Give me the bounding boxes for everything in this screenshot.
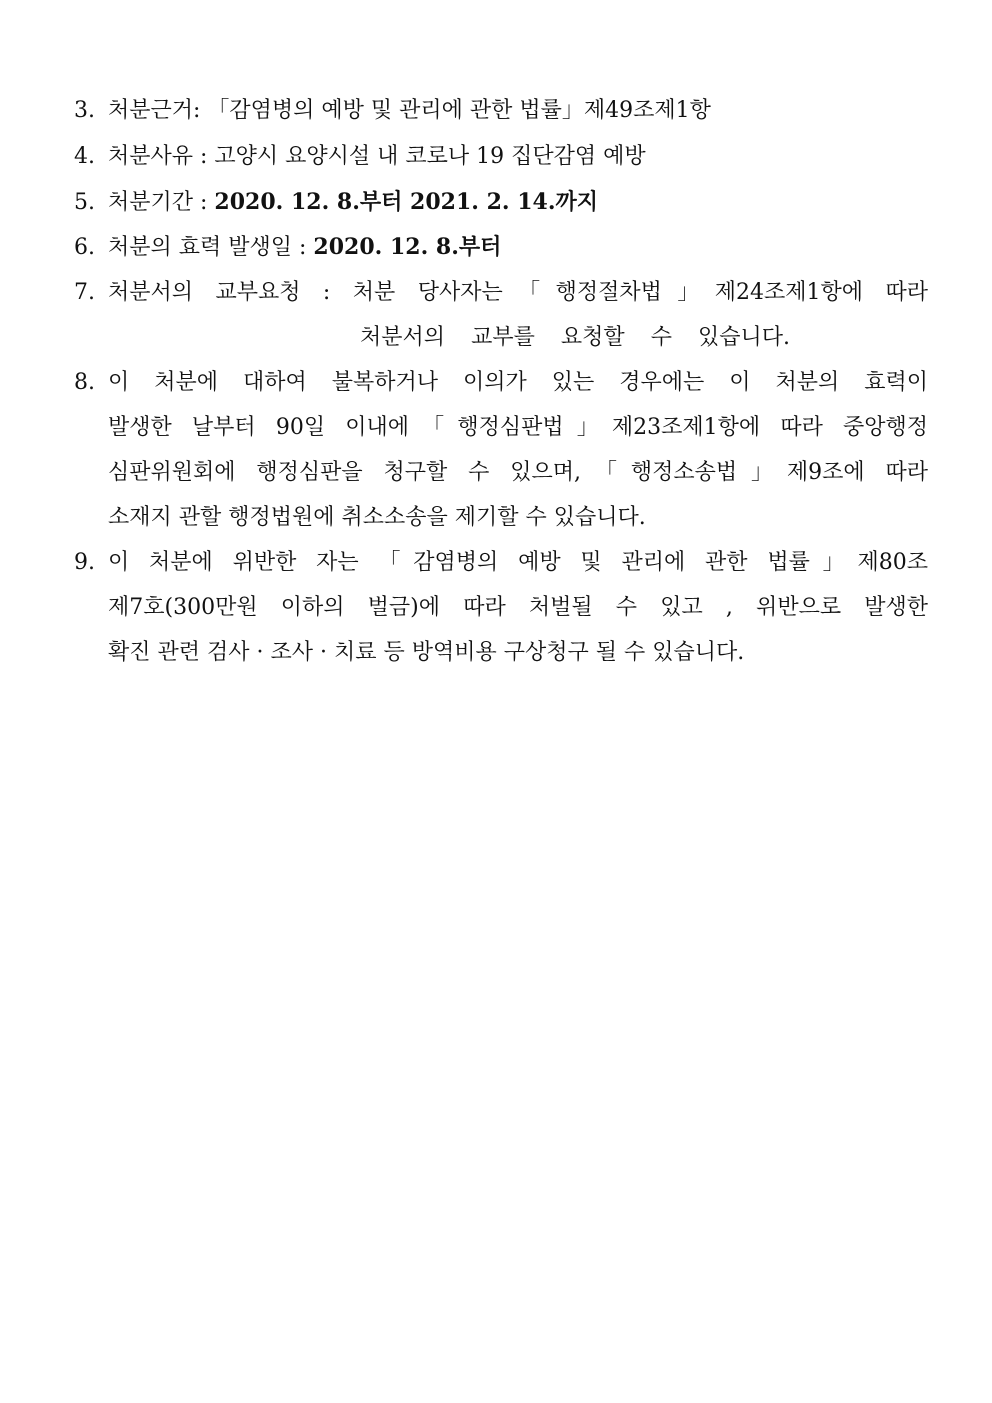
item-number: 9. xyxy=(74,550,95,575)
item-7-continuation xyxy=(360,323,790,353)
item-6 xyxy=(74,232,928,263)
item-9-line-2 xyxy=(108,593,928,623)
item-number: 3. xyxy=(74,98,95,123)
item-number: 5. xyxy=(74,190,95,215)
item-text-line: 소재지 관할 행정법원에 취소소송을 제기할 수 있습니다. xyxy=(108,505,646,530)
item-number: 7. xyxy=(74,280,95,305)
item-label: 처분근거: xyxy=(108,98,201,123)
item-text: 2020. 12. 8.부터 2021. 2. 14.까지 xyxy=(214,189,598,215)
item-5 xyxy=(74,187,928,218)
item-label: 처분사유 : xyxy=(108,144,208,169)
item-text-line: 심판위원회에 행정심판을 청구할 수 있으며,「행정소송법」제9조에 따라 xyxy=(108,460,928,485)
item-9 xyxy=(74,548,928,578)
item-label: 처분의 효력 발생일 : xyxy=(108,235,307,260)
item-text: 2020. 12. 8.부터 xyxy=(313,234,502,260)
item-8 xyxy=(74,368,928,398)
item-7 xyxy=(74,278,928,308)
item-text-line: 처분서의 교부를 요청할 수 있습니다. xyxy=(360,325,790,350)
item-text-line: 발생한 날부터 90일 이내에「행정심판법」제23조제1항에 따라 중앙행정 xyxy=(108,415,928,440)
item-text: 「감염병의 예방 및 관리에 관한 법률」제49조제1항 xyxy=(207,98,711,123)
item-8-line-4 xyxy=(108,503,928,533)
item-text-line: 확진 관련 검사 · 조사 · 치료 등 방역비용 구상청구 될 수 있습니다. xyxy=(108,640,745,665)
item-8-line-2 xyxy=(108,413,928,443)
item-text-line: 처분서의 교부요청 : 처분 당사자는「행정절차법」제24조제1항에 따라 xyxy=(108,280,928,305)
item-number: 6. xyxy=(74,235,95,260)
item-3 xyxy=(74,96,928,126)
item-number: 8. xyxy=(74,370,95,395)
item-number: 4. xyxy=(74,144,95,169)
item-text: 고양시 요양시설 내 코로나 19 집단감염 예방 xyxy=(214,144,646,169)
item-text-line: 제7호(300만원 이하의 벌금)에 따라 처벌될 수 있고 , 위반으로 발생한 xyxy=(108,595,928,620)
item-4 xyxy=(74,142,928,172)
item-8-line-3 xyxy=(108,458,928,488)
item-label: 처분기간 : xyxy=(108,190,208,215)
item-text-line: 이 처분에 위반한 자는 「감염병의 예방 및 관리에 관한 법률」제80조 xyxy=(108,550,928,575)
item-9-line-3 xyxy=(108,638,928,668)
item-text-line: 이 처분에 대하여 불복하거나 이의가 있는 경우에는 이 처분의 효력이 xyxy=(108,370,928,395)
